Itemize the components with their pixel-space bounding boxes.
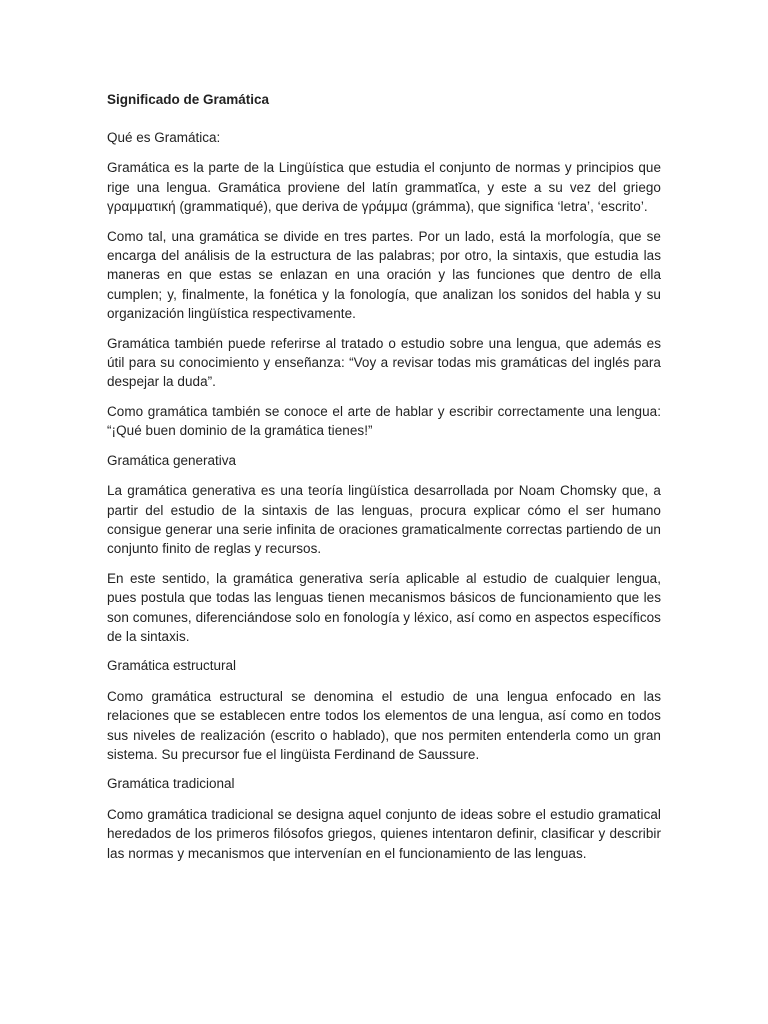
paragraph: La gramática generativa es una teoría lingüística desarrollada por Noam Chomsky que, a partir del estudio de la sintaxis de las lenguas, procura explicar cómo el ser humano consigue generar una serie infinita de oraciones gramaticalmente correctas partiendo de un conjunto finito de reglas y recursos. bbox=[107, 483, 661, 557]
section-heading: Gramática estructural bbox=[107, 658, 237, 674]
paragraph: Como gramática también se conoce el arte de hablar y escribir correctamente una lengua: “¡Qué buen dominio de la gramática tienes!” bbox=[107, 403, 661, 439]
section-heading: Gramática tradicional bbox=[107, 776, 235, 792]
paragraph: Como gramática tradicional se designa aquel conjunto de ideas sobre el estudio gramatical heredados de los primeros filósofos griegos, quienes intentaron definir, clasificar y describir las normas y mecanismos que intervenían en el funcionamiento de las lenguas. bbox=[107, 806, 661, 861]
paragraph: Gramática también puede referirse al tratado o estudio sobre una lengua, que además es útil para su conocimiento y enseñanza: “Voy a revisar todas mis gramáticas del inglés para despejar la duda”. bbox=[107, 335, 661, 390]
paragraph: Gramática es la parte de la Lingüística que estudia el conjunto de normas y principios que rige una lengua. Gramática proviene del latín grammatĭca, y este a su vez del griego γραμματική (grammatiqué), que deriva de γράμμα (grámma), que significa ‘letra’, ‘escrito’. bbox=[107, 160, 661, 215]
paragraph: Como tal, una gramática se divide en tres partes. Por un lado, está la morfología, que se encarga del análisis de la estructura de las palabras; por otro, la sintaxis, que estudia las maneras en que estas se enlazan en una oración y las funciones que dentro de ella cumplen; y, finalmente, la fonética y la fonología, que analizan los sonidos del habla y su organización lingüística respectivamente. bbox=[107, 228, 661, 322]
document-title: Significado de Gramática bbox=[107, 92, 270, 107]
section-heading: Gramática generativa bbox=[107, 452, 237, 468]
section-heading: Qué es Gramática: bbox=[107, 130, 221, 145]
paragraph: En este sentido, la gramática generativa sería aplicable al estudio de cualquier lengua, pues postula que todas las lenguas tienen mecanismos básicos de funcionamiento que les son comunes, diferenciándose solo en fonología y léxico, así como en aspectos específicos de la sintaxis. bbox=[107, 570, 661, 644]
paragraph: Como gramática estructural se denomina el estudio de una lengua enfocado en las relaciones que se establecen entre todos los elementos de una lengua, así como en todos sus niveles de realización (escrito o hablado), que nos permiten entenderla como un gran sistema. Su precursor fue el lingüista Ferdinand de Saussure. bbox=[107, 688, 661, 762]
